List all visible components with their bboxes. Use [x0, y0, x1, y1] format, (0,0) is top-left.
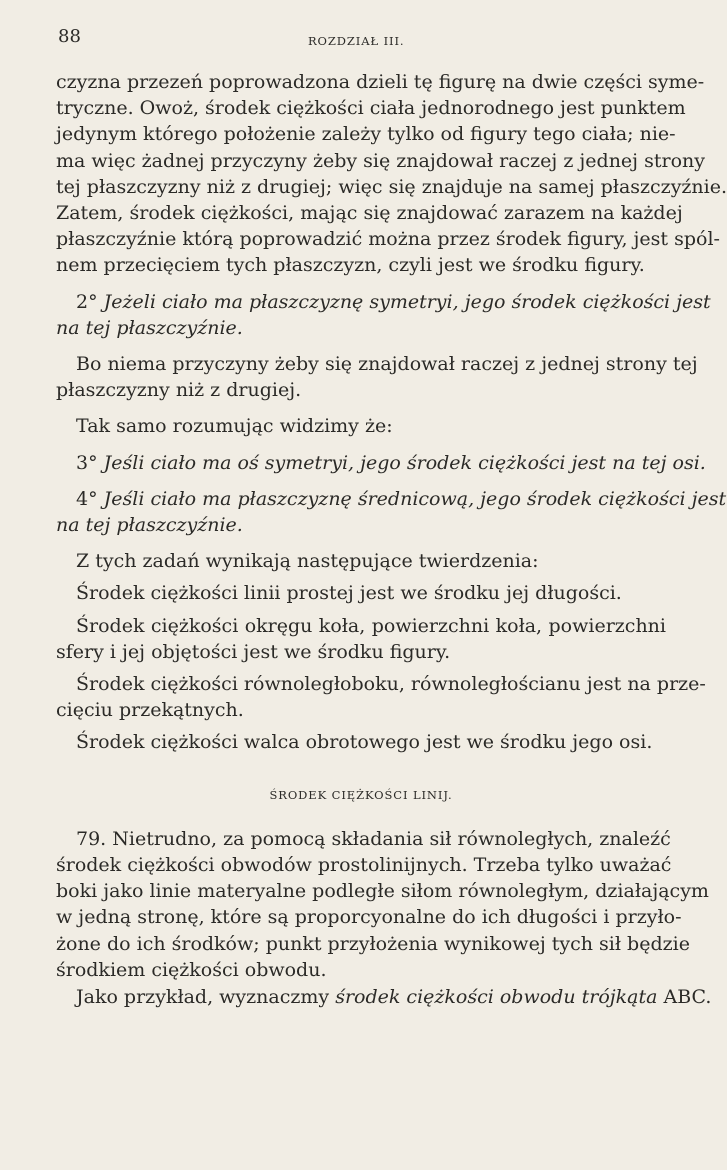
theorem-parallelogram	[56, 671, 706, 723]
text-line: boki jako linie materyalne podległe siłom równoległym, działającym	[56, 880, 709, 903]
text-line: Środek ciężkości linii prostej jest we środku jej długości.	[76, 582, 622, 605]
example-italic: środek ciężkości obwodu trójkąta	[335, 986, 658, 1009]
text-line	[56, 984, 712, 1010]
proposition-line: na tej płaszczyźnie.	[56, 316, 243, 339]
text-line: 79. Nietrudno, za pomocą składania sił równoległych, znaleźć	[76, 827, 671, 850]
page-header	[58, 26, 658, 56]
proposition-number: 4°	[76, 487, 98, 510]
proposition-number: 2°	[76, 290, 98, 313]
proposition-line	[56, 289, 711, 315]
proposition-text: Jeżeli ciało ma płaszczyznę symetryi, jego środek ciężkości jest	[103, 290, 711, 313]
theorem-circle	[56, 613, 666, 665]
text-line: tej płaszczyzny niż z drugiej; więc się znajduje na samej płaszczyźnie.	[56, 175, 727, 198]
paragraph-symmetry-proof	[56, 69, 727, 279]
theorem-cylinder	[56, 729, 666, 755]
text-line: czyzna przezeń poprowadzona dzieli tę figurę na dwie części syme-	[56, 71, 705, 93]
text-line: Bo niema przyczyny żeby się znajdował raczej z jednej strony tej	[76, 353, 698, 376]
proposition-line	[56, 486, 727, 512]
text-line: środkiem ciężkości obwodu.	[56, 958, 327, 981]
text-line: w jedną stronę, które są proporcyonalne do ich długości i przyło-	[56, 906, 682, 929]
proposition-4	[56, 486, 727, 538]
text-line: Zatem, środek ciężkości, mając się znajdować zarazem na każdej	[56, 202, 683, 225]
section-title: ŚRODEK CIĘŻKOŚCI LINIJ.	[269, 787, 453, 802]
running-head: ROZDZIAŁ III.	[308, 34, 405, 48]
text-line: środek ciężkości obwodów prostolinijnych. Trzeba tylko uważać	[56, 854, 672, 877]
text-line: sfery i jej objętości jest we środku figury.	[56, 640, 451, 663]
example-lead: Jako przykład, wyznaczmy	[76, 986, 330, 1009]
paragraph-theorems-intro	[56, 548, 666, 574]
paragraph-reason	[56, 351, 698, 403]
theorem-line	[56, 580, 666, 606]
text-line: tryczne. Owoż, środek ciężkości ciała jednorodnego jest punktem	[56, 97, 686, 120]
text-line: nem przecięciem tych płaszczyzn, czyli jest we środku figury.	[56, 254, 645, 277]
text-line: ma więc żadnej przyczyny żeby się znajdował raczej z jednej strony	[56, 149, 705, 172]
proposition-3	[56, 450, 706, 476]
text-line: jedynym którego położenie zależy tylko od figury tego ciała; nie-	[56, 123, 676, 146]
paragraph-similarly	[56, 413, 666, 439]
text-line: Środek ciężkości walca obrotowego jest we środku jego osi.	[76, 731, 653, 754]
proposition-text: Jeśli ciało ma płaszczyznę średnicową, jego środek ciężkości jest	[103, 487, 727, 510]
text-line: Środek ciężkości okręgu koła, powierzchni koła, powierzchni	[76, 614, 666, 637]
paragraph-79	[56, 826, 709, 983]
proposition-text: Jeśli ciało ma oś symetryi, jego środek ciężkości jest na tej osi.	[103, 451, 706, 474]
text-line: Z tych zadań wynikają następujące twierdzenia:	[76, 550, 539, 573]
page-number: 88	[58, 26, 81, 47]
text-line: płaszczyzny niż z drugiej.	[56, 379, 302, 402]
proposition-number: 3°	[76, 451, 98, 474]
main-text	[56, 69, 727, 1010]
example-end: ABC.	[663, 986, 712, 1009]
proposition-2	[56, 289, 711, 341]
proposition-line: na tej płaszczyźnie.	[56, 514, 243, 537]
text-line: Środek ciężkości równoległoboku, równoległościanu jest na prze-	[76, 673, 706, 696]
text-line: płaszczyźnie którą poprowadzić można przez środek figury, jest spól-	[56, 228, 720, 251]
text-line: żone do ich środków; punkt przyłożenia wynikowej tych sił będzie	[56, 932, 690, 955]
paragraph-example	[56, 984, 712, 1010]
text-line: cięciu przekątnych.	[56, 699, 244, 722]
text-line: Tak samo rozumując widzimy że:	[76, 415, 393, 438]
proposition-line	[56, 450, 706, 476]
